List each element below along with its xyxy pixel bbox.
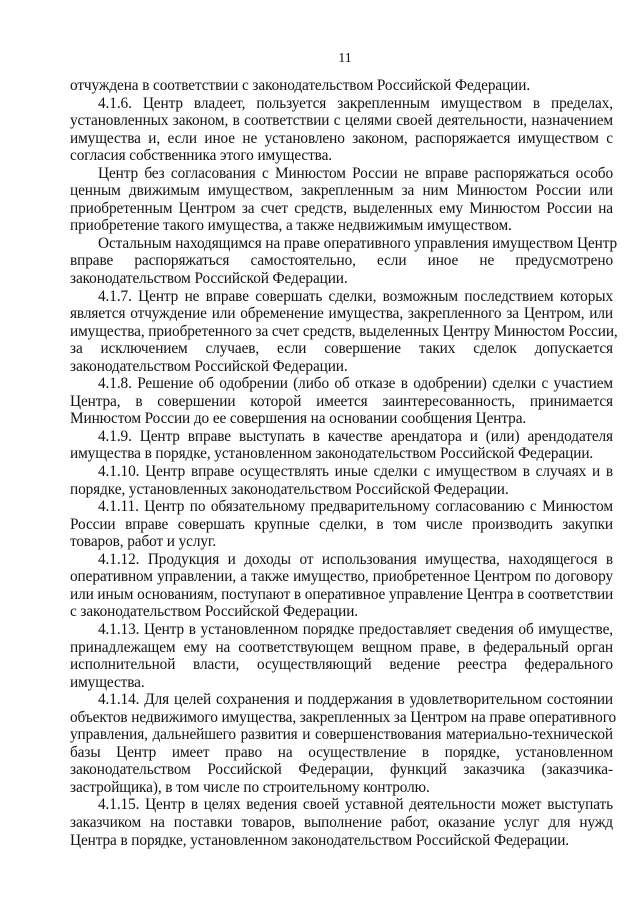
text-line: 4.1.7. Центр не вправе совершать сделки, возможным последствием которых (98, 287, 613, 305)
paragraph (70, 287, 618, 376)
text-line: является отчуждение или обременение имущества, закрепленного за Центром, или (70, 305, 613, 323)
paragraph (70, 165, 613, 235)
paragraph (70, 95, 613, 165)
paragraph (70, 77, 613, 95)
text-line: Центра, в совершении которой имеется заинтересованность, принимается (70, 392, 613, 410)
text-line: законодательством Российской Федерации. (70, 270, 348, 288)
text-line: ценным движимым имуществом, закрепленным за ним Минюстом России или (70, 182, 613, 200)
text-line: имущества. (70, 673, 145, 691)
text-line: объектов недвижимого имущества, закрепленных за Центром на праве оперативного (70, 708, 617, 726)
text-line: законодательством Российской Федерации, функций заказчика (заказчика- (70, 761, 613, 779)
text-line: вправе распоряжаться самостоятельно, если иное не предусмотрено (70, 252, 613, 270)
text-line: заказчиком на поставки товаров, выполнение работ, оказание услуг для нужд (70, 813, 613, 831)
text-line: имущества, приобретенного за счет средств, выделенных Центру Минюстом России, (70, 322, 618, 340)
text-line: управления, дальнейшего развития и совершенствования материально-технической (70, 726, 613, 744)
text-line: 4.1.9. Центр вправе выступать в качестве арендатора и (или) арендодателя (98, 427, 613, 445)
paragraph (70, 691, 617, 796)
text-line: Минюстом России до ее совершения на основании сообщения Центра. (70, 410, 527, 428)
text-line: 4.1.11. Центр по обязательному предварительному согласованию с Минюстом (98, 498, 613, 516)
text-line: имущества и, если иное не установлено законом, распоряжается имуществом с (70, 129, 613, 147)
text-line: 4.1.15. Центр в целях ведения своей уставной деятельности может выступать (98, 796, 613, 814)
document-body (70, 77, 618, 849)
text-line: товаров, работ и услуг. (70, 533, 217, 551)
text-line: отчуждена в соответствии с законодательством Российской Федерации. (70, 77, 531, 94)
page-number: 11 (338, 51, 352, 66)
text-line: имущества в порядке, установленном законодательством Российской Федерации. (70, 445, 594, 463)
text-line: за исключением случаев, если совершение таких сделок допускается (70, 340, 613, 358)
paragraph (70, 796, 613, 849)
text-line: установленных законом, в соответствии с целями своей деятельности, назначением (70, 112, 613, 130)
paragraph (70, 463, 613, 498)
text-line: согласия собственника этого имущества. (70, 147, 333, 165)
paragraph (70, 234, 618, 288)
paragraph (70, 375, 613, 428)
text-line: Центр без согласования с Минюстом России не вправе распоряжаться особо (98, 164, 613, 182)
text-line: приобретение такого имущества, а также недвижимым имуществом. (70, 217, 512, 235)
text-line: оперативном управлении, а также имущество, приобретенное Центром по договору (70, 568, 613, 586)
text-line: 4.1.6. Центр владеет, пользуется закрепленным имуществом в пределах, (98, 94, 613, 112)
text-line: исполнительной власти, осуществляющий ведение реестра федерального (70, 656, 613, 674)
text-line: базы Центр имеет право на осуществление в порядке, установленном (70, 743, 613, 761)
text-line: 4.1.12. Продукция и доходы от использования имущества, находящегося в (98, 550, 613, 568)
paragraph (70, 498, 613, 551)
text-line: порядке, установленных законодательством Российской Федерации. (70, 480, 509, 498)
text-line: или иным основаниям, поступают в оперативное управление Центра в соответствии (70, 585, 614, 603)
text-line: застройщика), в том числе по строительному контролю. (70, 778, 430, 796)
text-line: Центра в порядке, установленном законодательством Российской Федерации. (70, 831, 570, 849)
text-line: России вправе совершать крупные сделки, в том числе производить закупки (70, 515, 613, 533)
text-line: 4.1.13. Центр в установленном порядке предоставляет сведения об имуществе, (98, 620, 613, 638)
paragraph (70, 551, 613, 621)
text-line: с законодательством Российской Федерации. (70, 603, 359, 621)
paragraph (70, 621, 613, 691)
paragraph (70, 428, 613, 463)
text-line: 4.1.14. Для целей сохранения и поддержания в удовлетворительном состоянии (98, 691, 613, 709)
text-line: Остальным находящимся на праве оперативного управления имуществом Центр (98, 234, 618, 252)
text-line: законодательством Российской Федерации. (70, 357, 348, 375)
text-line: 4.1.8. Решение об одобрении (либо об отказе в одобрении) сделки с участием (98, 375, 613, 393)
text-line: приобретенным Центром за счет средств, выделенных ему Минюстом России на (70, 199, 613, 217)
text-line: 4.1.10. Центр вправе осуществлять иные сделки с имуществом в случаях и в (98, 463, 613, 481)
text-line: принадлежащем ему на соответствующем вещном праве, в федеральный орган (70, 638, 613, 656)
